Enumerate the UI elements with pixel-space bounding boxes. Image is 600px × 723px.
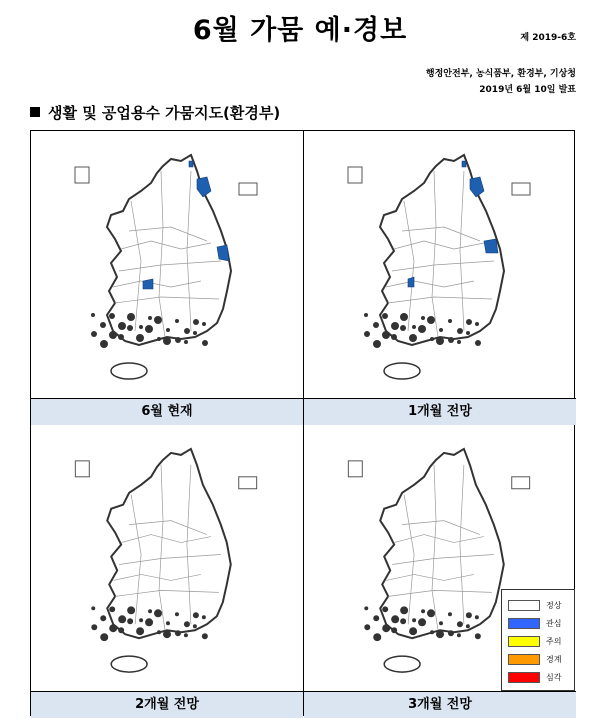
island [184,340,188,344]
drought-region-interest [408,277,414,287]
map-caption: 1개월 전망 [304,398,576,425]
island [145,618,153,626]
legend-label: 경계 [546,655,562,664]
island-inset-east [512,183,530,195]
section-title: 생활 및 공업용수 가뭄지도(환경부) [48,104,281,122]
island [391,615,399,623]
island [202,615,206,619]
square-bullet-icon [30,107,40,117]
issuing-agencies: 행정안전부, 농식품부, 환경부, 기상청 [425,69,576,79]
island [139,325,143,329]
island [457,328,463,334]
island [157,630,161,634]
island [400,313,408,321]
map-legend [501,589,575,691]
island [448,319,452,323]
island [466,624,470,628]
island [475,322,479,326]
island [109,624,117,632]
island [409,334,417,342]
island [193,612,199,618]
island [448,612,452,616]
island [157,337,161,341]
section-heading [30,102,280,123]
island [412,618,416,622]
island [193,319,199,325]
island [202,340,208,346]
island [202,322,206,326]
island [184,633,188,637]
island [109,606,115,612]
island [145,325,153,333]
issue-number: 제 2019-6호 [520,33,576,43]
island [382,624,390,632]
island [466,331,470,335]
island [163,630,171,638]
legend-item-caution [508,636,572,648]
island [430,630,434,634]
island [400,606,408,614]
island [100,322,106,328]
island [166,621,170,625]
legend-item-interest [508,618,572,630]
island [409,627,417,635]
island [127,313,135,321]
island-inset-west [348,461,362,477]
island [364,606,368,610]
island [475,633,481,639]
island [436,630,444,638]
island [91,313,95,317]
island [118,322,126,330]
island [412,325,416,329]
island-inset-east [239,183,257,195]
island [421,316,425,320]
legend-item-normal [508,600,572,612]
island-inset-west [75,461,89,477]
island [184,328,190,334]
island [166,328,170,332]
drought-region-interest [143,279,153,289]
korea-map [31,131,303,398]
island [175,319,179,323]
island [184,621,190,627]
island [382,331,390,339]
island [136,334,144,342]
island [118,615,126,623]
island [91,606,95,610]
mainland-outline [107,449,231,638]
legend-label: 심각 [546,673,562,682]
island [466,612,472,618]
map-panel-current [31,131,303,424]
island [373,322,379,328]
island [91,624,97,630]
island [382,313,388,319]
island [127,606,135,614]
island [427,316,435,324]
island [475,340,481,346]
island [448,630,454,636]
island [148,609,152,613]
island [100,633,108,641]
drought-region-interest [462,161,466,167]
island [154,316,162,324]
island [109,313,115,319]
jeju-island [111,363,147,379]
island [118,334,124,340]
jeju-island [384,656,420,672]
island [364,313,368,317]
island [193,624,197,628]
drought-region-interest [217,245,229,261]
island [436,337,444,345]
korea-map [304,131,576,398]
island [175,612,179,616]
island [427,609,435,617]
island [193,331,197,335]
island [430,337,434,341]
legend-item-alert [508,654,572,666]
island [118,627,124,633]
drought-map-grid [30,130,575,716]
island [154,609,162,617]
page-title: 6월 가뭄 예·경보 [192,15,408,46]
island [136,627,144,635]
island [100,340,108,348]
island [163,337,171,345]
island [418,325,426,333]
island [466,319,472,325]
legend-label: 관심 [546,619,562,628]
map-panel-1-month [304,131,576,424]
legend-swatch [508,600,540,611]
jeju-island [111,656,147,672]
legend-swatch [508,654,540,665]
legend-item-severe [508,672,572,684]
island [448,337,454,343]
legend-swatch [508,636,540,647]
island [421,609,425,613]
map-panel-2-month [31,425,303,717]
island [100,615,106,621]
mainland-outline [380,449,504,638]
island [382,606,388,612]
jeju-island [384,363,420,379]
island [457,633,461,637]
island [373,633,381,641]
legend-label: 정상 [546,601,562,610]
island [373,615,379,621]
island [439,621,443,625]
mainland-outline [107,155,231,345]
island [202,633,208,639]
island [391,627,397,633]
island [109,331,117,339]
island [364,331,370,337]
map-caption: 3개월 전망 [304,691,576,718]
legend-swatch [508,618,540,629]
island [400,325,406,331]
island [175,630,181,636]
island [175,337,181,343]
island [475,615,479,619]
drought-region-interest [189,161,193,167]
island [418,618,426,626]
island [91,331,97,337]
island [439,328,443,332]
island [364,624,370,630]
island [148,316,152,320]
legend-label: 주의 [546,637,562,646]
island [373,340,381,348]
island [391,322,399,330]
korea-map [31,425,303,691]
issue-date: 2019년 6월 10일 발표 [479,85,576,95]
island [457,340,461,344]
island [457,621,463,627]
island [127,618,133,624]
map-caption: 6월 현재 [31,398,303,425]
island-inset-west [75,167,89,183]
island-inset-east [239,477,257,489]
island [139,618,143,622]
drought-region-interest [484,239,498,253]
map-caption: 2개월 전망 [31,691,303,718]
island-inset-east [512,477,530,489]
legend-swatch [508,672,540,683]
island [127,325,133,331]
island-inset-west [348,167,362,183]
island [391,334,397,340]
island [400,618,406,624]
